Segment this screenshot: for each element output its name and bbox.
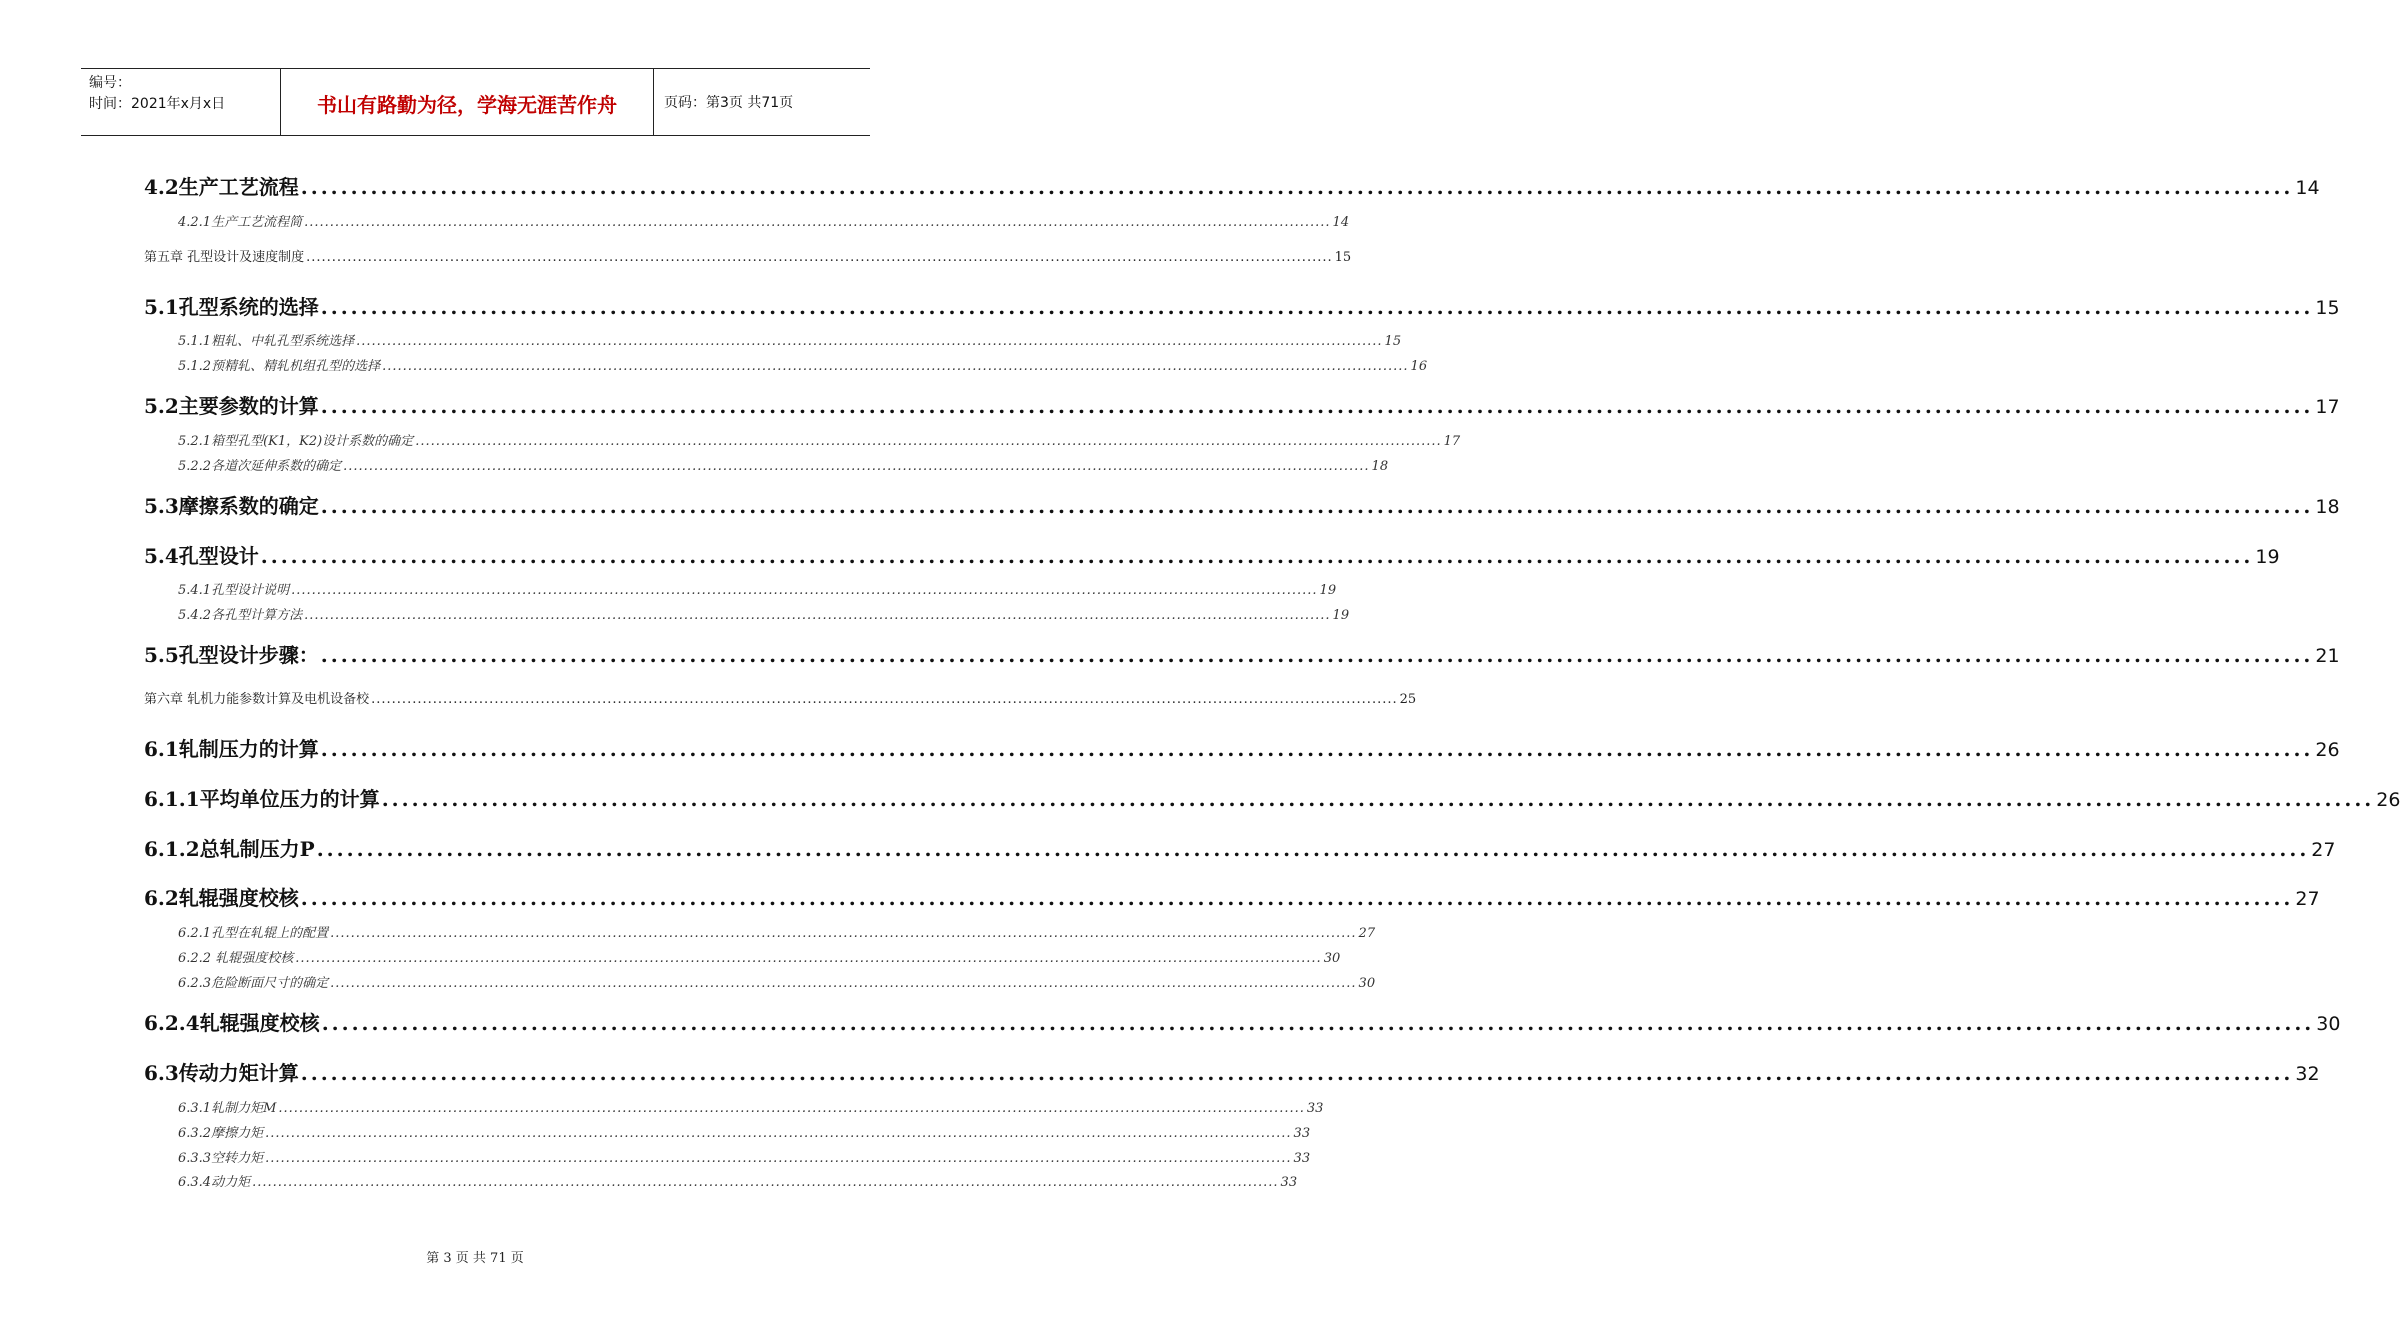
toc-entry[interactable] [178,1122,1311,1142]
toc-entry-title: 5.1.1粗轧、中轧孔型系统选择 [178,334,355,349]
toc-entry-title: 6.3传动力矩计算 [144,1061,299,1085]
toc-entry[interactable] [178,1147,1311,1167]
toc-entry-page: 30 [2316,1013,2341,1035]
toc-entry-title: 6.3.1轧制力矩M [178,1101,277,1116]
toc-dot-leader: ........................................................................................................................................................................................................ [316,837,2310,861]
toc-entry-page: 19 [2255,546,2280,568]
toc-dot-leader: ........................................................................................................................................................................................................ [260,544,2254,568]
toc-entry-title: 第五章 孔型设计及速度制度 [144,250,305,265]
toc-entry-page: 27 [2295,888,2320,910]
toc-dot-leader: ........................................................................................................................................................................................................ [321,1011,2315,1035]
toc-entry-page: 15 [2315,297,2340,319]
toc-dot-leader: ........................................................................................................................................................................................................ [330,926,1357,941]
toc-entry[interactable] [144,733,2340,763]
toc-entry-title: 6.2.4轧辊强度校核 [144,1011,320,1035]
toc-entry-title: 5.2.1箱型孔型(K1，K2)设计系数的确定 [178,434,414,449]
toc-dot-leader: ........................................................................................................................................................................................................ [320,737,2314,761]
toc-dot-leader: ........................................................................................................................................................................................................ [343,459,1370,474]
toc-entry[interactable] [144,171,2320,201]
toc-entry[interactable] [144,833,2336,863]
toc-entry-page: 15 [1334,250,1352,265]
page-header [81,68,870,136]
number-label: 编号： [89,75,131,91]
toc-entry[interactable] [178,1097,1324,1117]
toc-dot-leader: ........................................................................................................................................................................................................ [330,976,1357,991]
toc-entry-title: 4.2.1生产工艺流程简 [178,215,303,230]
toc-entry-page: 27 [1358,926,1376,941]
toc-entry-title: 6.3.3空转力矩 [178,1151,264,1166]
toc-entry-page: 25 [1399,692,1417,707]
toc-entry[interactable] [144,390,2340,420]
toc-entry-page: 32 [2295,1063,2320,1085]
toc-entry-title: 6.1.2总轧制压力P [144,837,315,861]
toc-entry-title: 4.2生产工艺流程 [144,175,299,199]
toc-entry-page: 33 [1280,1175,1298,1190]
toc-entry-title: 5.1.2预精轧、精轧机组孔型的选择 [178,359,381,374]
toc-entry-title: 第六章 轧机力能参数计算及电机设备校 [144,692,370,707]
toc-entry-page: 19 [1319,583,1337,598]
toc-entry-title: 5.4.1孔型设计说明 [178,583,290,598]
toc-dot-leader: ........................................................................................................................................................................................................ [265,1151,1292,1166]
toc-entry-page: 30 [1323,951,1341,966]
toc-dot-leader: ........................................................................................................................................................................................................ [300,1061,2294,1085]
toc-entry-title: 5.3摩擦系数的确定 [144,494,319,518]
toc-dot-leader: ........................................................................................................................................................................................................ [320,295,2314,319]
toc-dot-leader: ........................................................................................................................................................................................................ [295,951,1322,966]
toc-entry-page: 18 [2315,496,2340,518]
toc-entry[interactable] [144,1007,2341,1037]
header-meta [81,69,281,135]
toc-dot-leader: ........................................................................................................................................................................................................ [320,494,2314,518]
toc-dot-leader: ........................................................................................................................................................................................................ [291,583,1318,598]
toc-entry-page: 15 [1384,334,1402,349]
toc-dot-leader: ........................................................................................................................................................................................................ [304,215,1331,230]
toc-entry[interactable] [178,1171,1298,1191]
toc-dot-leader: ........................................................................................................................................................................................................ [381,787,2375,811]
toc-entry[interactable] [144,246,1352,266]
toc-entry-title: 5.1孔型系统的选择 [144,295,319,319]
toc-entry[interactable] [144,639,2340,669]
toc-entry-page: 14 [1332,215,1350,230]
toc-entry-page: 27 [2311,839,2336,861]
toc-entry-page: 33 [1306,1101,1324,1116]
toc-entry-page: 14 [2295,177,2320,199]
toc-entry-title: 5.5孔型设计步骤： [144,643,319,667]
toc-entry[interactable] [178,579,1337,599]
toc-dot-leader: ........................................................................................................................................................................................................ [306,250,1333,265]
toc-entry-title: 6.2.1孔型在轧辊上的配置 [178,926,329,941]
toc-dot-leader: ........................................................................................................................................................................................................ [300,886,2294,910]
toc-dot-leader: ........................................................................................................................................................................................................ [304,608,1331,623]
toc-entry[interactable] [144,783,2400,813]
toc-entry-page: 26 [2315,739,2340,761]
toc-entry[interactable] [178,430,1461,450]
header-motto: 书山有路勤为径，学海无涯苦作舟 [281,69,654,135]
page-footer: 第 3 页 共 71 页 [426,1251,524,1266]
header-page-info: 页码：第3页 共71页 [664,95,794,111]
toc-entry-page: 16 [1410,359,1428,374]
toc-entry[interactable] [178,972,1376,992]
toc-entry-page: 33 [1293,1126,1311,1141]
toc-entry[interactable] [144,882,2320,912]
toc-entry-title: 6.2轧辊强度校核 [144,886,299,910]
toc-entry-title: 5.4孔型设计 [144,544,259,568]
toc-dot-leader: ........................................................................................................................................................................................................ [371,692,1398,707]
toc-dot-leader: ........................................................................................................................................................................................................ [382,359,1409,374]
toc-entry-page: 30 [1358,976,1376,991]
toc-entry-title: 5.4.2各孔型计算方法 [178,608,303,623]
toc-entry-page: 19 [1332,608,1350,623]
toc-entry-title: 5.2.2各道次延伸系数的确定 [178,459,342,474]
toc-entry-title: 5.2主要参数的计算 [144,394,319,418]
toc-dot-leader: ........................................................................................................................................................................................................ [300,175,2294,199]
toc-entry[interactable] [178,922,1376,942]
toc-entry[interactable] [178,947,1341,967]
toc-entry-title: 6.2.2 轧辊强度校核 [178,951,294,966]
toc-dot-leader: ........................................................................................................................................................................................................ [252,1175,1279,1190]
toc-entry-page: 18 [1371,459,1389,474]
toc-dot-leader: ........................................................................................................................................................................................................ [415,434,1442,449]
time-label: 时间：2021年x月x日 [89,96,226,112]
toc-dot-leader: ........................................................................................................................................................................................................ [265,1126,1292,1141]
toc-entry-page: 17 [1443,434,1461,449]
toc-entry[interactable] [178,455,1389,475]
toc-entry-page: 26 [2376,789,2400,811]
toc-entry-title: 6.3.2摩擦力矩 [178,1126,264,1141]
toc-entry-page: 33 [1293,1151,1311,1166]
toc-entry-page: 21 [2315,645,2340,667]
toc-entry[interactable] [144,688,1417,708]
toc-dot-leader: ........................................................................................................................................................................................................ [320,643,2314,667]
toc-entry[interactable] [144,291,2340,321]
toc-entry-title: 6.1.1平均单位压力的计算 [144,787,380,811]
toc-dot-leader: ........................................................................................................................................................................................................ [356,334,1383,349]
toc-entry[interactable] [144,1057,2320,1087]
toc-dot-leader: ........................................................................................................................................................................................................ [320,394,2314,418]
toc-entry-page: 17 [2315,396,2340,418]
toc-entry[interactable] [178,330,1402,350]
toc-entry[interactable] [178,604,1350,624]
toc-entry-title: 6.3.4动力矩 [178,1175,251,1190]
toc-entry[interactable] [178,211,1350,231]
toc-entry-title: 6.2.3危险断面尺寸的确定 [178,976,329,991]
toc-entry-title: 6.1轧制压力的计算 [144,737,319,761]
toc-entry[interactable] [178,355,1428,375]
toc-entry[interactable] [144,490,2340,520]
toc-entry[interactable] [144,540,2280,570]
toc-dot-leader: ........................................................................................................................................................................................................ [278,1101,1305,1116]
